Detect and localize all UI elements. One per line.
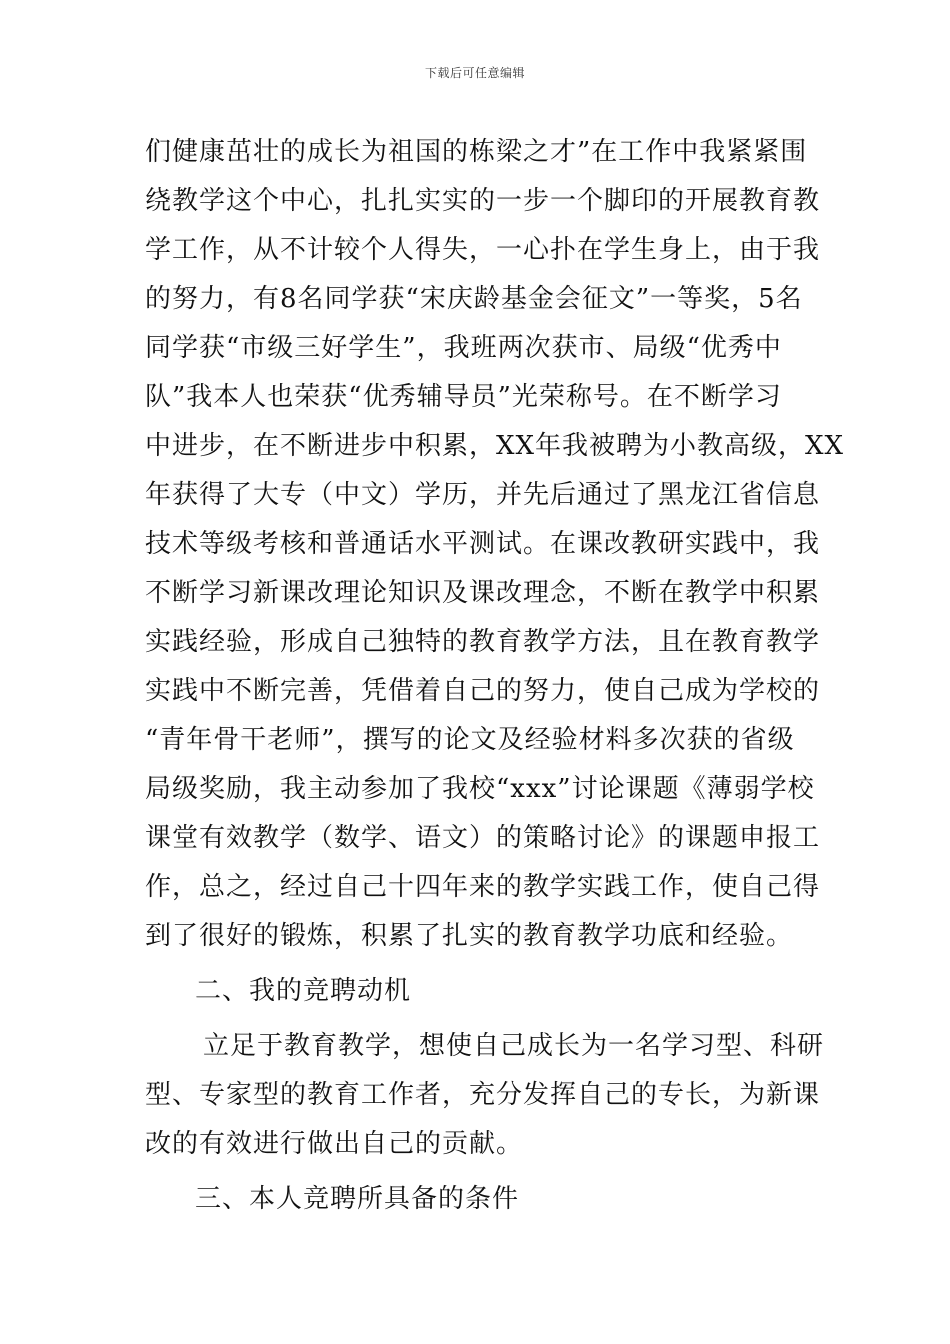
paragraph-achievements	[145, 128, 845, 961]
section-heading-qualifications: 三、本人竞聘所具备的条件	[195, 1184, 520, 1214]
section-heading-motivation: 二、我的竞聘动机	[195, 976, 412, 1006]
document-body	[145, 128, 845, 1224]
text-line: 课堂有效教学（数学、语文）的策略讨论》的课题申报工	[145, 823, 821, 853]
text-line: 学工作，从不计较个人得失，一心扑在学生身上，由于我	[145, 235, 821, 265]
text-line: 队”我本人也荣获“优秀辅导员”光荣称号。在不断学习	[145, 382, 782, 412]
page-header: 下载后可任意编辑	[424, 66, 525, 80]
text-line: 改的有效进行做出自己的贡献。	[145, 1129, 524, 1159]
text-line: 年获得了大专（中文）学历，并先后通过了黑龙江省信息	[145, 480, 821, 510]
paragraph-motivation	[145, 1022, 825, 1169]
text-line: 中进步，在不断进步中积累，XX年我被聘为小教高级，XX	[145, 431, 845, 461]
text-line: 到了很好的锻炼，积累了扎实的教育教学功底和经验。	[145, 921, 794, 951]
text-line: 们健康茁壮的成长为祖国的栋梁之才”在工作中我紧紧围	[145, 137, 808, 167]
text-line: 立足于教育教学，想使自己成长为一名学习型、科研	[203, 1031, 825, 1061]
text-line: 实践经验，形成自己独特的教育教学方法，且在教育教学	[145, 627, 821, 657]
text-line: 型、专家型的教育工作者，充分发挥自己的专长，为新课	[145, 1080, 821, 1110]
text-line: “青年骨干老师”，撰写的论文及经验材料多次获的省级	[145, 725, 795, 755]
text-line: 作，总之，经过自己十四年来的教学实践工作，使自己得	[145, 872, 821, 902]
text-line: 不断学习新课改理论知识及课改理念，不断在教学中积累	[145, 578, 821, 608]
text-line: 局级奖励，我主动参加了我校“xxx”讨论课题《薄弱学校	[145, 774, 815, 804]
text-line: 的努力，有8名同学获“宋庆龄基金会征文”一等奖，5名	[145, 284, 803, 314]
text-line: 技术等级考核和普通话水平测试。在课改教研实践中，我	[145, 529, 821, 559]
text-line: 实践中不断完善，凭借着自己的努力，使自己成为学校的	[145, 676, 821, 706]
text-line: 绕教学这个中心，扎扎实实的一步一个脚印的开展教育教	[145, 186, 821, 216]
text-line: 同学获“市级三好学生”，我班两次获市、局级“优秀中	[145, 333, 782, 363]
